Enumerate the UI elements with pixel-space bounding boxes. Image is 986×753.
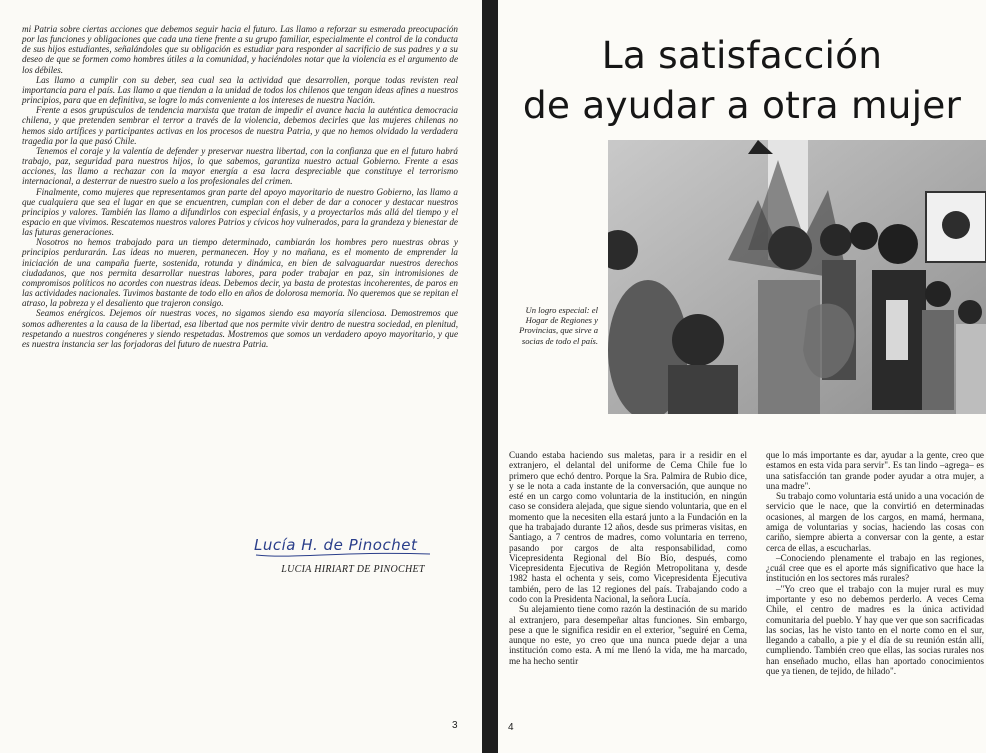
book-gutter <box>482 0 498 753</box>
signature-text: Lucía H. de Pinochet <box>254 536 418 554</box>
letter-paragraph: Seamos enérgicos. Dejemos oír nuestras voces, no sigamos siendo esa mayoría silenciosa. Demostremos que somos adherentes a la causa de la libertad, esa libertad que nos permite vivir dentro de nuestra sociedad, en plenitud, respetando a nuestros congéneres y siendo respetadas. Mostremos que somos un verdadero apoyo mayoritario, y que es nuestra instancia ser las forjadoras del futuro de nuestra Patria. <box>22 308 458 349</box>
right-page <box>498 0 986 753</box>
article-paragraph: Su trabajo como voluntaria está unido a una vocación de servicio que le nace, que la convirtió en determinadas ocasiones, al margen de los cargos, en mamá, hermana, amiga de voluntarias y socias, haciendo las cosas con cariño, siempre abierta a conversar con la gente, a estar cerca de ellas, a escucharlas. <box>766 491 984 553</box>
letter-paragraph: Tenemos el coraje y la valentía de defender y preservar nuestra libertad, con la confianza que en el futuro habrá trabajo, paz, seguridad para nuestros hijos, lo que sabemos, garantiza nuestro actual Gobierno. Frente a esas acciones, las llamo a rechazar con la mayor energía a esa lacra despreciable que constituye el terrorismo internacional, a desterrar de nuestro suelo a los profesionales del crimen. <box>22 145 458 187</box>
left-page <box>0 0 482 753</box>
article-photo <box>608 140 986 414</box>
article-paragraph: Su alejamiento tiene como razón la destinación de su marido al extranjero, para desempeñar altas funciones. Sin embargo, pese a que le significa residir en el exterior, "seguiré en Cema, aunque no este, yo creo que una nunca puede dejar a una institución como esta. A mí me llenó la vida, me ha marcado, me ha hecho sentir <box>509 604 747 666</box>
article-column-2 <box>766 450 984 676</box>
letter-paragraph: mi Patria sobre ciertas acciones que debemos seguir hacia el futuro. Las llamo a reforzar su esmerada preocupación por las funciones y obligaciones que cada una tiene frente a su grupo familiar, especialmente el control de la conducta de sus hijos estudiantes, señalándoles que su obligación es estudiar para responder al sacrificio de sus padres y a su deseo de que se formen como hombres útiles a la comunidad, y haciéndoles notar que la violencia es el argumento de los débiles. <box>22 24 458 75</box>
page-number-right: 4 <box>508 722 514 733</box>
letter-paragraph: Frente a esos grupúsculos de tendencia marxista que tratan de impedir el avance hacia la auténtica democracia chilena, y que pretenden sembrar el terror a través de la violencia, debemos decirles que las mujeres chilenas no hemos sido artífices y participantes activas en los procesos de nuestra Patria, y que no hemos olvidado la verdadera tragedia por la que pasó Chile. <box>22 105 458 146</box>
article-paragraph: –"Yo creo que el trabajo con la mujer rural es muy importante y eso no debemos perderlo. A veces Cema Chile, el centro de madres es la única actividad comunitaria del pueblo. Y hay que ver que son sacrificadas las socias, las he visto tanto en el norte como en el sur, llegando a caballo, a pie y el día de su reunión están allí, cumpliendo. También creo que ellas, las socias rurales nos han enseñado mucho, ellas han aportado conocimientos que ya tienen, de tejido, de hilado". <box>766 583 984 676</box>
photo-caption: Un logro especial: el Hogar de Regiones y Provincias, que sirve a socias de todo el país. <box>519 305 598 346</box>
letter-paragraph: Las llamo a cumplir con su deber, sea cual sea la actividad que desarrollen, porque todas revisten real importancia para el país. Las llamo a que tiendan a la unidad de todos los chilenos que tengan ideas afines a nuestros principios, para que en definitiva, se logre lo más conveniente a los intereses de nuestra Nación. <box>22 74 458 106</box>
letter-paragraph: Finalmente, como mujeres que representamos gran parte del apoyo mayoritario de nuestro Gobierno, las llamo a que cualquiera que sea el lugar en que se encuentren, cumplan con el deber de dar a conocer y destacar nuestros principios y valores. También las llamo a difundirlos con especial énfasis, y a proyectarlos más allá del tiempo y el espacio en que vivimos. Rescatemos nuestros valores Patrios y cívicos hoy vulnerados, para la grandeza y bienestar de las futuras generaciones. <box>22 186 458 238</box>
signature-name: LUCIA HIRIART DE PINOCHET <box>281 564 425 575</box>
article-column-1 <box>509 450 747 666</box>
handwritten-signature <box>254 536 417 554</box>
letter-paragraph: Nosotros no hemos trabajado para un tiempo determinado, cambiarán los hombres pero nuestras obras y principios perdurarán. Las ideas no mueren, permanecen. Hoy y no mañana, es el momento de emprender la iniciación de una campaña fuerte, sostenida, rotunda y dinámica, en bien de salvaguardar nuestros derechos ciudadanos, que nos permita desarrollar nuestras labores, para poder trabajar en paz, sin intromisiones de compromisos políticos no acordes con nuestras ideas. Debemos decir, ya basta de protestas incoherentes, de paros en las actividades nacionales. Tuvimos bastante de todo ello en años de dolorosa memoria. No queremos que se repitan el atraso, la pobreza y el desaliento que trajeron consigo. <box>22 237 458 309</box>
article-paragraph: Cuando estaba haciendo sus maletas, para ir a residir en el extranjero, el delantal del uniforme de Cema Chile fue lo primero que echó dentro. Porque la Sra. Palmira de Rubio dice, y se le nota a cada instante de la conversación, que aunque no esté en un cargo como voluntaria de la institución, en ningún caso se considera alejada, que sigue siendo voluntaria, que en el momento que la necesiten ella estará junto a la Fundación en la que ha trabajado durante 12 años, desde sus primeras visitas, en Santiago, a 7 centros de madres, como voluntaria en terreno, pasando por cargos de alta responsabilidad, como Vicepresidenta Regional del Bío Bío, después, como Vicepresidenta Ejecutiva de Región Metropolitana y, desde 1982 hasta el ochenta y seis, como Vicepresidenta Ejecutiva también, pero de las 12 regiones del país. Trabajando codo a codo con la Presidenta Nacional, la señora Lucía. <box>509 450 747 604</box>
photo-illustration <box>608 140 986 414</box>
title-line-2: de ayudar a otra mujer <box>522 83 962 127</box>
article-title <box>498 30 986 130</box>
title-line-1: La satisfacción <box>601 33 883 77</box>
signature-flourish <box>254 550 434 560</box>
article-paragraph: que lo más importante es dar, ayudar a la gente, creo que estamos en esta vida para servir". Es tan lindo –agrega– es una satisfacción tan grande poder ayudar a otra mujer, a una madre". <box>766 450 984 491</box>
letter-body <box>22 24 458 349</box>
page-number-left: 3 <box>452 720 458 731</box>
article-paragraph: –Conociendo plenamente el trabajo en las regiones, ¿cuál cree que es el aporte más significativo que hace la institución en los sectores más rurales? <box>766 552 984 584</box>
